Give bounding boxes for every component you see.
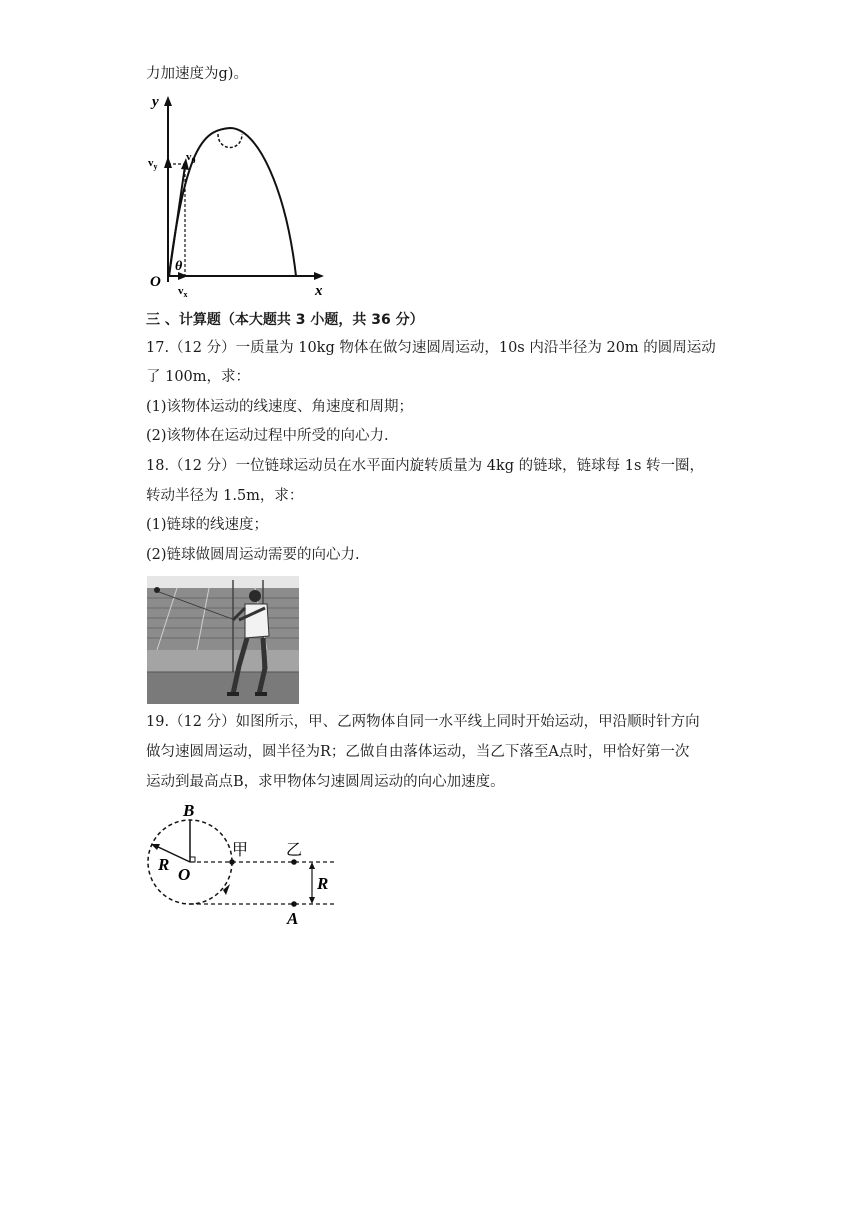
label-R-right: R bbox=[317, 874, 329, 893]
circular-motion-figure bbox=[140, 800, 350, 930]
label-A: A bbox=[287, 909, 299, 928]
label-jia: 甲 bbox=[232, 842, 249, 859]
q18-part2: (2)链球做圆周运动需要的向心力. bbox=[146, 547, 360, 563]
q17-part1: (1)该物体运动的线速度、角速度和周期； bbox=[146, 399, 414, 415]
q18-line1: 18.（12 分）一位链球运动员在水平面内旋转质量为 4kg 的链球，链球每 1s 转一圈， bbox=[146, 458, 705, 474]
q19-line3: 运动到最高点B，求甲物体匀速圆周运动的向心加速度。 bbox=[146, 774, 505, 790]
q19-line2: 做匀速圆周运动，圆半径为R；乙做自由落体运动，当乙下落至A点时，甲恰好第一次 bbox=[146, 744, 690, 760]
projectile-figure bbox=[138, 90, 338, 300]
theta-label: θ bbox=[175, 259, 183, 274]
q17-line1: 17.（12 分）一质量为 10kg 物体在做匀速圆周运动，10s 内沿半径为 20m 的圆周运动 bbox=[146, 340, 716, 356]
q19-line1: 19.（12 分）如图所示，甲、乙两物体自同一水平线上同时开始运动，甲沿顺时针方向 bbox=[146, 714, 700, 730]
q18-part1: (1)链球的线速度； bbox=[146, 517, 269, 533]
label-B: B bbox=[183, 801, 195, 820]
q17-line2: 了 100m，求： bbox=[146, 369, 251, 385]
v0-label: $v_0$ bbox=[186, 151, 196, 165]
label-R-left: R bbox=[158, 855, 170, 874]
intro-line: 力加速度为g)。 bbox=[146, 66, 248, 82]
label-yi: 乙 bbox=[286, 842, 303, 859]
section-3-heading: 三 、计算题（本大题共 3 小题，共 36 分） bbox=[146, 312, 424, 328]
q17-part2: (2)该物体在运动过程中所受的向心力. bbox=[146, 428, 389, 444]
origin-label: O bbox=[150, 274, 161, 290]
label-O: O bbox=[178, 865, 191, 884]
vx-label: $v_x$ bbox=[178, 285, 188, 299]
vy-label: $v_y$ bbox=[148, 157, 158, 171]
axis-x-label: x bbox=[315, 283, 323, 299]
hammer-throw-photo bbox=[147, 576, 299, 704]
axis-y-label: y bbox=[152, 94, 159, 110]
q18-line2: 转动半径为 1.5m，求： bbox=[146, 488, 304, 504]
